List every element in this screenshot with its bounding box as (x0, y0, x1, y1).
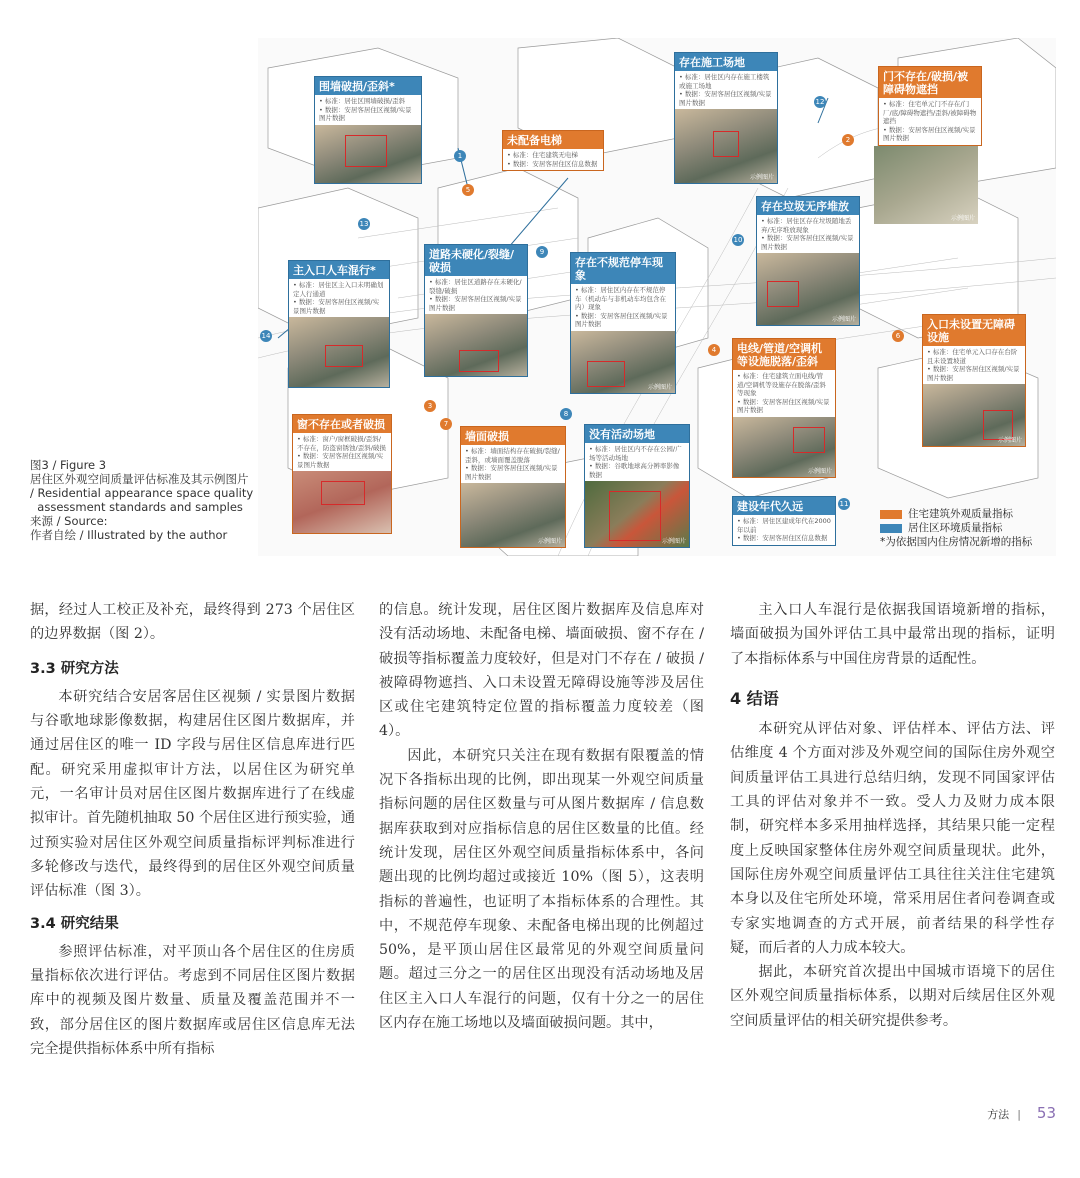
section-heading-3-3: 3.3 研究方法 (30, 660, 119, 677)
callout-desc: • 标准：墙面结构存在破损/裂缝/歪斜，或墙面覆盖脱落 • 数据：安居客居住区视频/实景图片数据 (461, 445, 565, 483)
callout-wallface (460, 426, 566, 548)
sample-photo (585, 481, 689, 547)
callout-title: 主入口人车混行* (293, 264, 376, 277)
callout-elevator (502, 130, 604, 171)
callout-title: 窗不存在或者破损 (297, 418, 385, 431)
callout-title: 未配备电梯 (507, 134, 562, 147)
marker-14: 14 (261, 332, 271, 340)
sample-photo (757, 253, 859, 325)
paragraph: 因此，本研究只关注在现有数据有限覆盖的情况下各指标出现的比例，即出现某一外观空间质量指标问题的居住区数量与可从图片数据库 / 信息数据库获取到对应指标信息的居住区数量的比值。经统计发现，居住区外观空间质量指标体系中，各问题出现的比例均超过或接近 10%（图 5），这表明指标的普遍性，也证明了本指标体系的合理性。其中，不规范停车现象、未配备电梯出现的比例超过 50%，是平顶山居住区最常见的外观空间质量问题。超过三分之一的居住区出现没有活动场地及居住区主入口人车混行的问题，仅有十分之一的居住区内存在施工场地以及墙面破损问题。其中， (379, 747, 704, 1032)
callout-title: 围墙破损/歪斜* (319, 80, 395, 93)
callout-door (878, 66, 982, 146)
marker-12: 12 (815, 98, 825, 106)
callout-desc: • 标准：住宅建筑无电梯 • 数据：安居客居住区信息数据 (503, 149, 603, 170)
photo-label: 示例图片 (950, 215, 975, 222)
callout-desc: • 标准：住宅单元门不存在/门厂/底/障碍物遮挡/歪斜/被障碍物遮挡 • 数据：安居客居住区视频/实景图片数据 (879, 98, 981, 145)
callout-activity (584, 424, 690, 548)
caption-title-en: / Residential appearance space quality (30, 486, 254, 500)
callout-construction (674, 52, 778, 184)
legend-label: 居住区环境质量指标 (908, 522, 1003, 534)
text-column-2 (379, 598, 704, 1035)
marker-5: 5 (462, 184, 474, 196)
section-heading-3-4: 3.4 研究结果 (30, 915, 119, 932)
figure-caption (30, 458, 255, 542)
sample-photo (733, 417, 835, 477)
marker-9: 9 (536, 246, 548, 258)
callout-window (292, 414, 392, 534)
caption-title-cn: 居住区外观空间质量评估标准及其示例图片 (30, 472, 249, 486)
text-column-3 (730, 598, 1055, 1033)
marker-4: 4 (708, 344, 720, 356)
marker-1: 1 (454, 150, 466, 162)
sample-photo (425, 314, 527, 376)
callout-garbage (756, 196, 860, 326)
photo-label: 示例图片 (647, 383, 672, 391)
marker-8: 8 (560, 408, 572, 420)
sample-photo (571, 331, 675, 393)
sample-photo (315, 125, 421, 183)
callout-parking (570, 252, 676, 394)
callout-desc: • 标准：住宅建筑立面电线/管道/空调机等设施存在脱落/歪斜等现象 • 数据：安居客居住区视频/实景图片数据 (733, 370, 835, 417)
callout-desc: • 标准：居住区道路存在未硬化/裂缝/破损 • 数据：安居客居住区视频/实景图片数据 (425, 276, 527, 314)
callout-desc: • 标准：居住区主入口未明确划定人行通道 • 数据：安居客居住区视频/实景图片数据 (289, 279, 389, 317)
door-sample-photo (874, 146, 978, 224)
paragraph: 的信息。统计发现，居住区图片数据库及信息库对没有活动场地、未配备电梯、墙面破损、窗不存在 / 破损等指标覆盖力度较好，但是对门不存在 / 破损 / 被障碍物遮挡、入口未设置无障碍设施等涉及居住区或住宅建筑特定位置的指标覆盖力度较差（图 4）。 (379, 602, 704, 740)
page-footer (987, 1104, 1056, 1122)
sample-photo (923, 384, 1025, 446)
callout-title: 没有活动场地 (589, 428, 655, 441)
paragraph: 据，经过人工校正及补充，最终得到 273 个居住区的边界数据（图 2）。 (30, 602, 355, 643)
callout-road (424, 244, 528, 377)
callout-title: 道路未硬化/裂缝/破损 (429, 248, 515, 274)
sample-photo (293, 471, 391, 533)
callout-wires (732, 338, 836, 478)
figure-legend (880, 507, 1032, 549)
sample-photo (461, 483, 565, 547)
paragraph: 参照评估标准，对平顶山各个居住区的住房质量指标依次进行评估。考虑到不同居住区图片数据库中的视频及图片数量、质量及覆盖范围并不一致，部分居住区的图片数据库或居住区信息库无法完全提供指标体系中所有指标 (30, 943, 355, 1058)
caption-title-en-cont: assessment standards and samples (30, 500, 243, 514)
legend-label: 住宅建筑外观质量指标 (908, 508, 1013, 520)
paragraph: 本研究从评估对象、评估样本、评估方法、评估维度 4 个方面对涉及外观空间的国际住房外观空间质量评估工具进行总结归纳，发现不同国家评估工具的评估对象并不一致。受人力及财力成本限制，研究样本多采用抽样选择，其结果只能一定程度上反映国家整体住房外观空间质量现状。此外，国际住房外观空间质量评估工具往往关注住宅建筑本身以及住宅所处环境，常采用居住者问卷调查或专家实地调查的方式开展，前者结果的科学性存疑，而后者的人力成本较大。 (730, 721, 1055, 956)
marker-6: 6 (892, 330, 904, 342)
legend-swatch-blue (880, 524, 902, 533)
figure-3 (258, 38, 1056, 556)
page-number: 53 (1036, 1104, 1056, 1122)
caption-figure-number: 图3 / Figure 3 (30, 458, 107, 472)
callout-desc: • 标准：居住区内存在施工楼筑或施工场地 • 数据：安居客居住区视频/实景图片数据 (675, 71, 777, 109)
marker-7: 7 (440, 418, 452, 430)
photo-label: 示例图片 (997, 437, 1022, 444)
callout-title: 建设年代久远 (737, 500, 803, 513)
callout-wall (314, 76, 422, 184)
marker-10: 10 (733, 236, 743, 244)
photo-label: 示例图片 (749, 174, 774, 181)
photo-label: 示例图片 (807, 467, 832, 475)
callout-title: 电线/管道/空调机等设施脱落/歪斜 (737, 342, 823, 368)
footer-separator: | (1017, 1108, 1021, 1121)
callout-title: 入口未设置无障碍设施 (927, 318, 1015, 344)
callout-desc: • 标准：窗户/窗框破损/歪斜/不存在，防盗窗锈蚀/歪斜/破损 • 数据：安居客居住区视频/实景图片数据 (293, 433, 391, 471)
paragraph: 据此，本研究首次提出中国城市语境下的居住区外观空间质量指标体系，以期对后续居住区外观空间质量评估的相关研究提供参考。 (730, 964, 1055, 1029)
text-column-1 (30, 598, 355, 1061)
callout-desc: • 标准：居住区建成年代在2000年以前 • 数据：安居客居住区信息数据 (733, 515, 835, 545)
marker-11: 11 (839, 500, 849, 508)
callout-entrance (288, 260, 390, 388)
callout-title: 存在不规范停车现象 (575, 256, 663, 282)
legend-note: *为依据国内住房情况新增的指标 (880, 536, 1033, 548)
paragraph: 主入口人车混行是依据我国语境新增的指标，墙面破损为国外评估工具中最常出现的指标，证明了本指标体系与中国住房背景的适配性。 (730, 602, 1055, 667)
callout-title: 存在垃圾无序堆放 (761, 200, 849, 213)
marker-13: 13 (359, 220, 369, 228)
callout-barrierfree (922, 314, 1026, 447)
callout-desc: • 标准：住宅单元入口存在台阶且未设置坡道 • 数据：安居客居住区视频/实景图片数据 (923, 346, 1025, 384)
callout-title: 门不存在/破损/被障碍物遮挡 (883, 70, 969, 96)
section-heading-4: 4 结语 (730, 688, 779, 708)
marker-2: 2 (842, 134, 854, 146)
callout-desc: • 标准：居住区围墙破损/歪斜 • 数据：安居客居住区视频/实景图片数据 (315, 95, 421, 125)
paragraph: 本研究结合安居客居住区视频 / 实景图片数据与谷歌地球影像数据，构建居住区图片数据库，并通过居住区的唯一 ID 字段与居住区信息库进行匹配。研究采用虚拟审计方法，以居住区为研究单元，一名审计员对居住区图片数据库进行了在线虚拟审计。首先随机抽取 50 个居住区进行预实验，通过预实验对居住区外观空间质量指标评判标准进行多轮修改与迭代，最终得到的居住区外观空间质量评估标准（图 3）。 (30, 688, 356, 900)
sample-photo (675, 109, 777, 183)
callout-desc: • 标准：居住区内存在不规范停车（机动车与非机动车均包含在内）现象 • 数据：安居客居住区视频/实景图片数据 (571, 284, 675, 331)
legend-item-environment (880, 521, 1032, 535)
caption-source: 作者自绘 / Illustrated by the author (30, 528, 228, 542)
legend-item-building (880, 507, 1032, 521)
photo-label: 示例图片 (537, 538, 562, 545)
callout-age (732, 496, 836, 546)
callout-desc: • 标准：居住区内不存在公园/广场等活动场地 • 数据：谷歌地球高分辨率影像数据 (585, 443, 689, 481)
callout-title: 存在施工场地 (679, 56, 745, 69)
legend-swatch-orange (880, 510, 902, 519)
callout-desc: • 标准：居住区存在垃圾随地丢弃/无序堆放现象 • 数据：安居客居住区视频/实景图片数据 (757, 215, 859, 253)
marker-3: 3 (424, 400, 436, 412)
footer-section: 方法 (987, 1108, 1010, 1121)
photo-label: 示例图片 (831, 316, 856, 323)
callout-title: 墙面破损 (465, 430, 509, 443)
caption-source-label: 来源 / Source: (30, 514, 108, 528)
sample-photo (289, 317, 389, 387)
photo-label: 示例图片 (661, 538, 686, 545)
